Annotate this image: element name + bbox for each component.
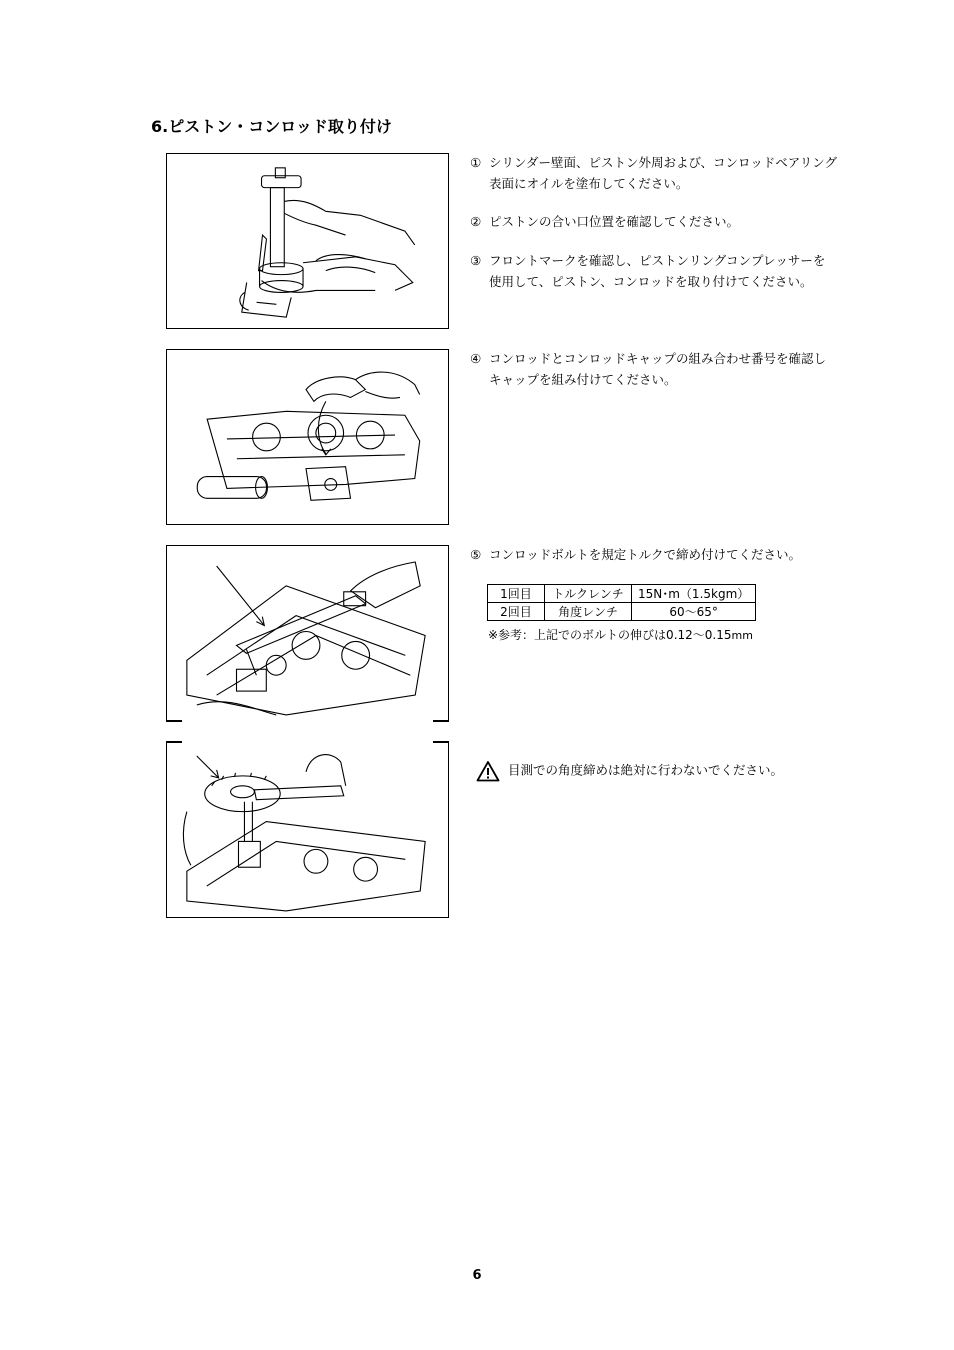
step-4 bbox=[470, 348, 826, 390]
torque-wrench-illustration bbox=[167, 546, 448, 721]
step-number: ⑤ bbox=[470, 547, 482, 562]
step-text-line1: コンロッドボルトを規定トルクで締め付けてください。 bbox=[489, 547, 802, 562]
figure-corner-mark bbox=[433, 741, 449, 743]
table-row bbox=[488, 585, 756, 603]
table-cell-tool: トルクレンチ bbox=[545, 585, 632, 603]
step-number: ③ bbox=[470, 253, 482, 268]
table-cell-pass: 1回目 bbox=[488, 585, 545, 603]
step-text-line2: キャップを組み付けてください。 bbox=[489, 372, 677, 387]
table-cell-spec: 15N･m（1.5kgm） bbox=[632, 585, 756, 603]
step-number: ① bbox=[470, 155, 482, 170]
torque-spec-table bbox=[487, 584, 756, 621]
figure-corner-mark bbox=[433, 720, 449, 722]
table-cell-spec: 60～65° bbox=[632, 603, 756, 621]
figure-piston-insertion bbox=[166, 153, 449, 329]
warning-triangle-icon bbox=[476, 760, 500, 782]
angle-wrench-illustration bbox=[167, 742, 448, 917]
table-cell-tool: 角度レンチ bbox=[545, 603, 632, 621]
table-cell-pass: 2回目 bbox=[488, 603, 545, 621]
piston-insertion-illustration bbox=[167, 154, 448, 328]
figure-corner-mark bbox=[166, 720, 182, 722]
step-number: ④ bbox=[470, 351, 482, 366]
step-text-line2: 表面にオイルを塗布してください。 bbox=[489, 176, 689, 191]
step-3 bbox=[470, 250, 825, 292]
page-number: 6 bbox=[472, 1268, 482, 1283]
reference-note bbox=[488, 626, 753, 643]
note-unit: mm bbox=[731, 629, 753, 642]
step-text-line2: 使用して、ピストン、コンロッドを取り付けてください。 bbox=[489, 274, 813, 289]
step-1 bbox=[470, 152, 837, 194]
section-title: 6.ピストン・コンロッド取り付け bbox=[151, 117, 392, 136]
figure-corner-mark bbox=[166, 741, 182, 743]
step-text-line1: シリンダー壁面、ピストン外周および、コンロッドベアリング bbox=[489, 155, 838, 170]
warning-message bbox=[476, 760, 783, 782]
note-text: ※参考：上記でのボルトの伸びは0.12～0.15 bbox=[488, 628, 732, 642]
step-text-line1: ピストンの合い口位置を確認してください。 bbox=[489, 214, 740, 229]
table-row bbox=[488, 603, 756, 621]
step-text-line1: コンロッドとコンロッドキャップの組み合わせ番号を確認し bbox=[489, 351, 827, 366]
figure-torque-wrench bbox=[166, 545, 449, 721]
step-text-line1: フロントマークを確認し、ピストンリングコンプレッサーを bbox=[489, 253, 826, 268]
warning-text: 目測での角度締めは絶対に行わないでください。 bbox=[508, 762, 784, 778]
step-5 bbox=[470, 544, 801, 565]
step-2 bbox=[470, 211, 739, 232]
figure-cap-assembly bbox=[166, 349, 449, 525]
cap-assembly-illustration bbox=[167, 350, 448, 524]
figure-angle-wrench bbox=[166, 742, 449, 918]
step-number: ② bbox=[470, 214, 482, 229]
